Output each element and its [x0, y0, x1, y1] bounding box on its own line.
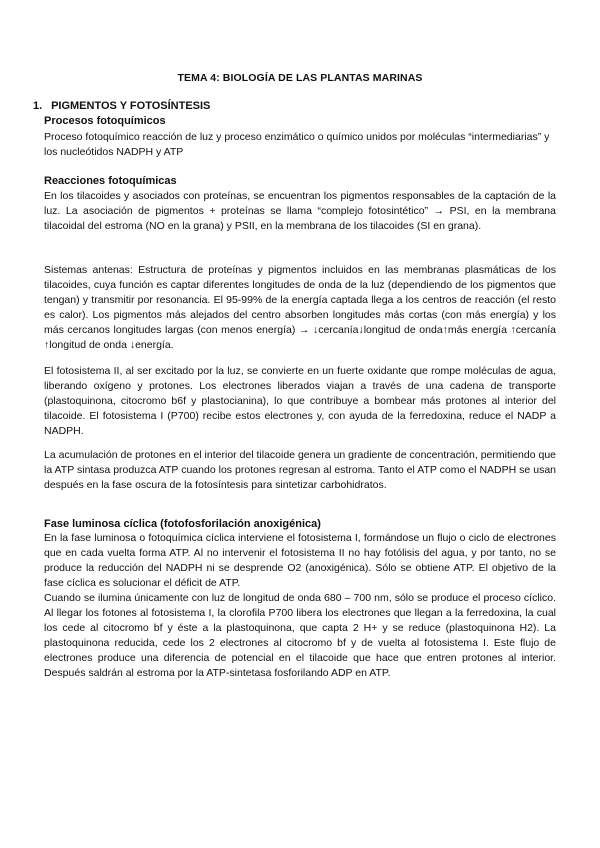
section-heading	[33, 100, 210, 112]
document-title: TEMA 4: BIOLOGÍA DE LAS PLANTAS MARINAS	[177, 72, 423, 84]
paragraph-procesos: Proceso fotoquímico reacción de luz y proceso enzimático o químico unidos por moléculas “intermediarias” y los nucleótidos NADPH y ATP	[44, 131, 550, 159]
paragraph-fase-ciclica-1: En la fase luminosa o fotoquímica cíclica interviene el fotosistema I, formándose un flujo o ciclo de electrones que en cada vuelta forma ATP. Al no intervenir el fotosistema II no hay fotólisis del agua, y por tanto, no se produce la reducción del NADPH ni se desprende O2 (anoxigénica). Sólo se obtiene ATP. El objetivo de la fase cíclica es solucionar el déficit de ATP.	[44, 532, 556, 590]
section-number: 1.	[33, 100, 43, 112]
subheading-fase-ciclica: Fase luminosa cíclica (fotofosforilación anoxigénica)	[44, 518, 321, 530]
paragraph-reacciones-1: En los tilacoides y asociados con proteínas, se encuentran los pigmentos responsables de la captación de la luz. La asociación de pigmentos + proteínas se llama “complejo fotosintético” → PSI, en la membrana tilacoidal del estroma (NO en la grana) y PSII, en la membrana de los tilacoides (SI en grana).	[44, 190, 556, 233]
paragraph-reacciones-3: El fotosistema II, al ser excitado por la luz, se convierte en un fuerte oxidante que rompe moléculas de agua, liberando oxígeno y protones. Los electrones liberados viajan a través de una cadena de transporte (plastoquinona, citocromo b6f y plastocianina), lo que contribuye a bombear más protones al interior del tilacoide. El fotosistema I (P700) recibe estos electrones y, con ayuda de la ferredoxina, reduce el NADP a NADPH.	[44, 365, 556, 438]
subheading-reacciones: Reacciones fotoquímicas	[44, 175, 177, 187]
paragraph-reacciones-2: Sistemas antenas: Estructura de proteínas y pigmentos incluidos en las membranas plasmáticas de los tilacoides, cuya función es captar diferentes longitudes de onda de la luz (dependiendo de los pigmentos que tengan) y transmitir por resonancia. El 95-99% de la energía captada llega a los centros de reacción (el resto es calor). Los pigmentos más alejados del centro absorben longitudes más cortas (con más energía) y los más cercanos longitudes largas (con menos energía) → ↓cercanía↓longitud de onda↑más energía ↑cercanía ↑longitud de onda ↓energía.	[44, 264, 556, 352]
paragraph-fase-ciclica-2: Cuando se ilumina únicamente con luz de longitud de onda 680 – 700 nm, sólo se produce el proceso cíclico. Al llegar los fotones al fotosistema I, la clorofila P700 libera los electrones que llegan a la ferredoxina, la cual los cede al citocromo bf y éste a la plastoquinona, que capta 2 H+ y se reduce (plastoquinona H2). La plastoquinona reducida, cede los 2 electrones al citocromo bf y de vuelta al fotosistema I. Este flujo de electrones produce una diferencia de potencial en el tilacoide que hace que entren protones al interior. Después saldrán al estroma por la ATP-sintetasa fosforilando ADP en ATP.	[44, 592, 556, 680]
paragraph-reacciones-4: La acumulación de protones en el interior del tilacoide genera un gradiente de concentración, permitiendo que la ATP sintasa produzca ATP cuando los protones regresan al estroma. Tanto el ATP como el NADPH se usan después en la fase oscura de la fotosíntesis para sintetizar carbohidratos.	[44, 449, 556, 492]
section-title: PIGMENTOS Y FOTOSÍNTESIS	[51, 100, 211, 112]
subheading-procesos: Procesos fotoquímicos	[44, 115, 166, 127]
